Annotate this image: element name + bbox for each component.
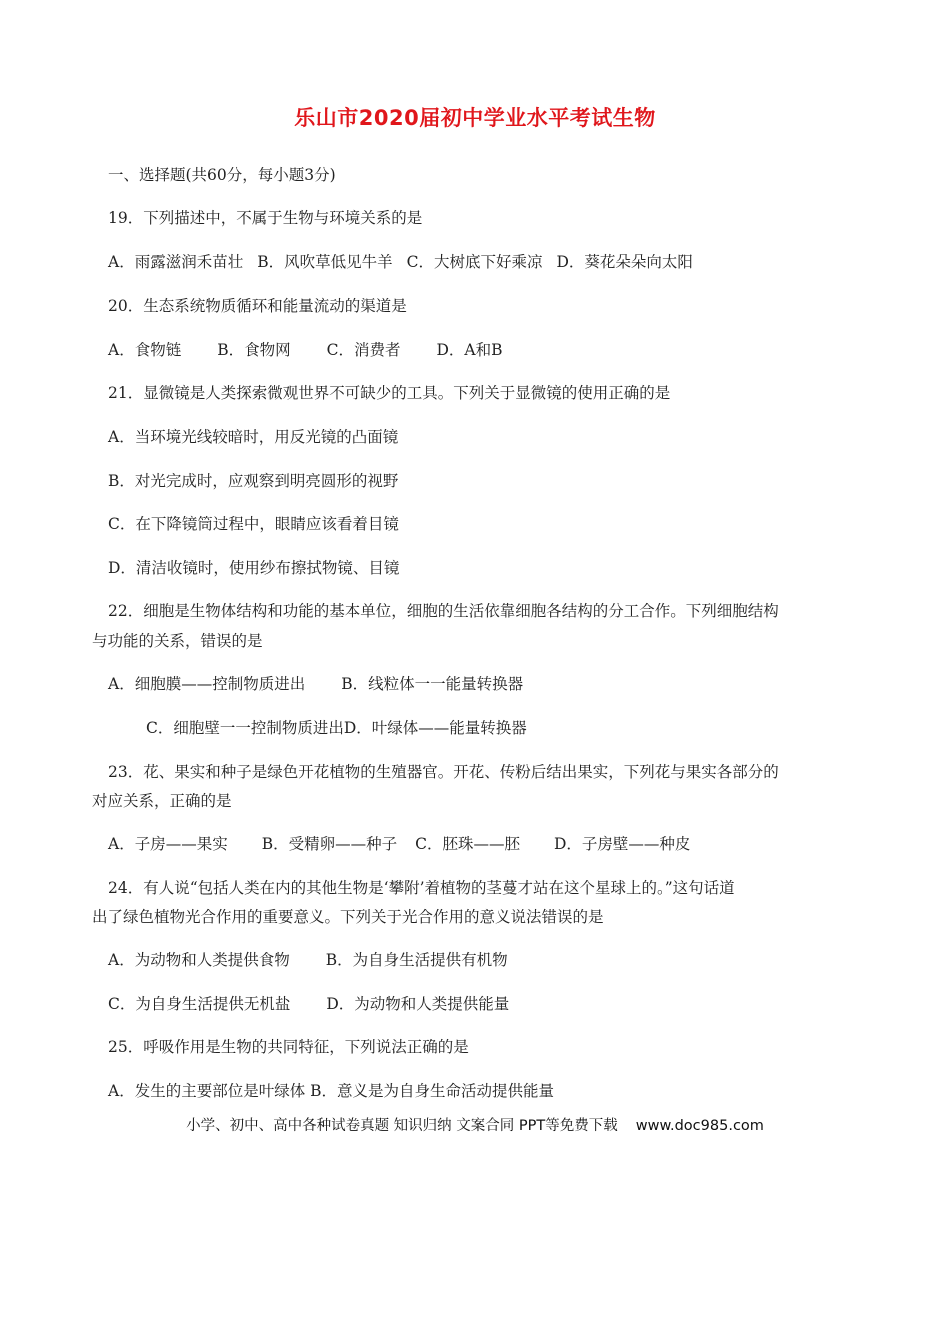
question-23-stem-line2: 对应关系，正确的是 <box>92 792 232 810</box>
question-20-stem: 20．生态系统物质循环和能量流动的渠道是 <box>108 297 407 315</box>
section-heading: 一、选择题(共60分，每小题3分) <box>108 166 336 184</box>
question-19-stem: 19．下列描述中，不属于生物与环境关系的是 <box>108 209 423 227</box>
option-d: D．葵花朵朵向太阳 <box>556 253 693 271</box>
question-22-options-row1 <box>108 673 523 695</box>
option-a: A．雨露滋润禾苗壮 <box>108 253 244 271</box>
question-24-options-row2 <box>108 993 509 1015</box>
option-c: C．胚珠——胚 <box>415 835 520 853</box>
question-19-options <box>108 251 693 273</box>
option-b: B．食物网 <box>217 341 291 359</box>
option-d: D．A和B <box>436 341 503 359</box>
option-d: D．为动物和人类提供能量 <box>326 995 510 1013</box>
question-23-options <box>108 833 690 855</box>
question-25-stem: 25．呼吸作用是生物的共同特征，下列说法正确的是 <box>108 1038 469 1056</box>
footer-url[interactable]: www.doc985.com <box>635 1118 764 1134</box>
question-24-stem-line2: 出了绿色植物光合作用的重要意义。下列关于光合作用的意义说法错误的是 <box>92 908 604 926</box>
question-21-option-d: D．清洁收镜时，使用纱布擦拭物镜、目镜 <box>108 559 400 577</box>
question-20-options <box>108 339 503 361</box>
option-b: B．为自身生活提供有机物 <box>325 951 508 969</box>
option-b: B．受精卵——种子 <box>261 835 398 853</box>
option-a: A．细胞膜——控制物质进出 <box>108 675 306 693</box>
question-21-option-c: C．在下降镜筒过程中，眼睛应该看着目镜 <box>108 515 399 533</box>
question-24-stem-line1: 24．有人说“包括人类在内的其他生物是‘攀附’着植物的茎蔓才站在这个星球上的。”这句话道 <box>108 879 735 897</box>
option-c: C．为自身生活提供无机盐 <box>108 995 291 1013</box>
option-b: B．风吹草低见牛羊 <box>257 253 393 271</box>
page-title: 乐山市2020届初中学业水平考试生物 <box>294 106 656 130</box>
page-footer <box>0 1114 950 1135</box>
question-23-stem-line1: 23．花、果实和种子是绿色开花植物的生殖器官。开花、传粉后结出果实，下列花与果实各部分的 <box>108 763 779 781</box>
option-c: C．消费者 <box>326 341 401 359</box>
question-21-stem: 21．显微镜是人类探索微观世界不可缺少的工具。下列关于显微镜的使用正确的是 <box>108 384 671 402</box>
question-21-option-b: B．对光完成时，应观察到明亮圆形的视野 <box>108 472 399 490</box>
option-d: D．子房壁——种皮 <box>553 835 691 853</box>
question-25-options-row1: A．发生的主要部位是叶绿体 B．意义是为自身生命活动提供能量 <box>108 1082 555 1100</box>
question-21-option-a: A．当环境光线较暗时，用反光镜的凸面镜 <box>108 428 399 446</box>
option-a: A．子房——果实 <box>108 835 228 853</box>
question-22-stem-line2: 与功能的关系，错误的是 <box>92 632 263 650</box>
question-22-options-row2: C．细胞壁一一控制物质进出D．叶绿体——能量转换器 <box>146 719 527 737</box>
question-24-options-row1 <box>108 949 508 971</box>
option-b: B．线粒体一一能量转换器 <box>341 675 524 693</box>
option-a: A．食物链 <box>108 341 182 359</box>
question-22-stem-line1: 22．细胞是生物体结构和功能的基本单位，细胞的生活依靠细胞各结构的分工合作。下列细胞结构 <box>108 602 779 620</box>
footer-text: 小学、初中、高中各种试卷真题 知识归纳 文案合同 PPT等免费下载 <box>186 1118 618 1134</box>
option-a: A．为动物和人类提供食物 <box>108 951 290 969</box>
option-c: C．大树底下好乘凉 <box>406 253 543 271</box>
